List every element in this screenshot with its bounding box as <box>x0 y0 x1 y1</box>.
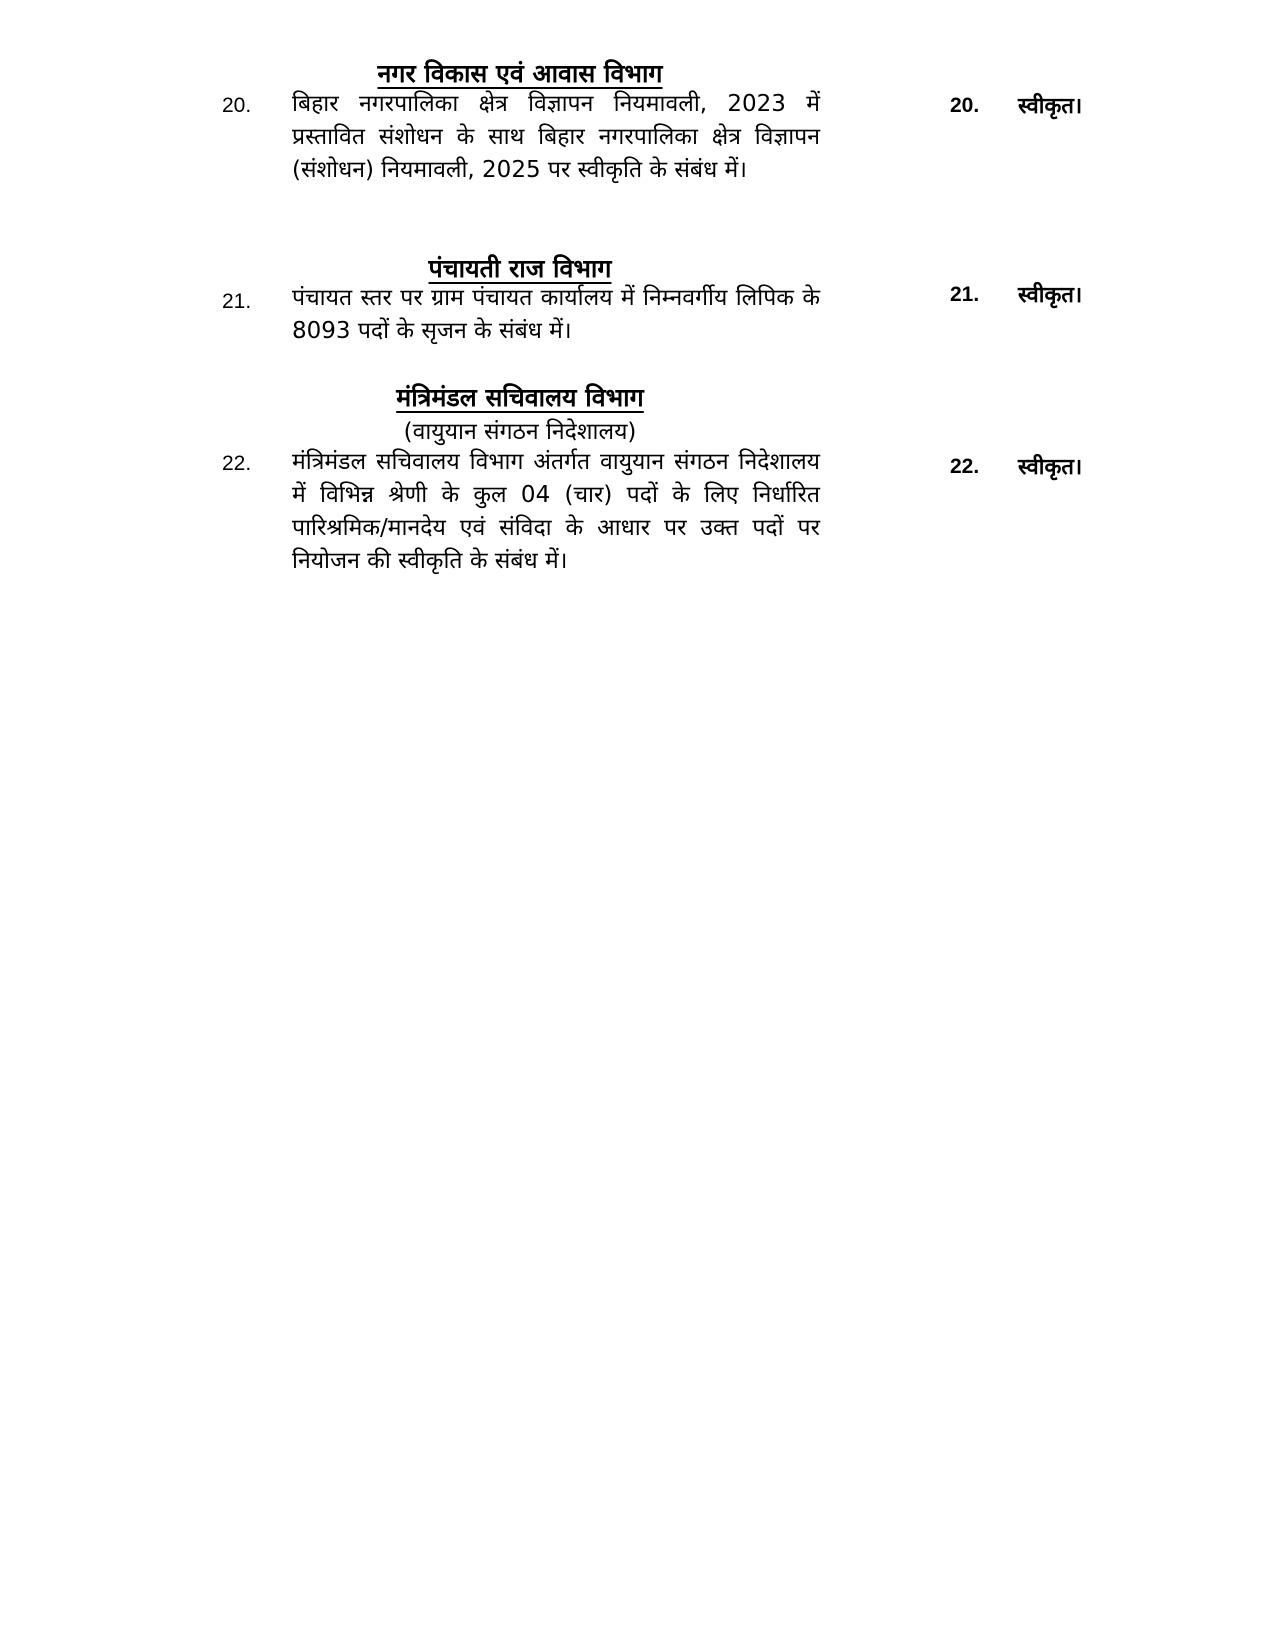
item-text-21: पंचायत स्तर पर ग्राम पंचायत कार्यालय में निम्नवर्गीय लिपिक के 8093 पदों के सृजन के संबंध में। <box>292 285 820 344</box>
department-subheading-aviation-directorate: (वायुयान संगठन निदेशालय) <box>403 419 637 445</box>
item-number-21: 21. <box>222 290 252 313</box>
decision-text-20: स्वीकृत। <box>1018 94 1083 119</box>
decision-text-21: स्वीकृत। <box>1018 283 1083 308</box>
item-number-20: 20. <box>222 94 252 117</box>
decision-number-20: 20. <box>950 94 980 117</box>
department-heading-urban-development: नगर विकास एवं आवास विभाग <box>377 59 663 88</box>
item-text-20: बिहार नगरपालिका क्षेत्र विज्ञापन नियमावली, 2023 में प्रस्तावित संशोधन के साथ बिहार नगरपालिका क्षेत्र विज्ञापन (संशोधन) नियमावली, 2025 पर स्वीकृति के संबंध में। <box>292 91 820 183</box>
item-text-22: मंत्रिमंडल सचिवालय विभाग अंतर्गत वायुयान संगठन निदेशालय में विभिन्न श्रेणी के कुल 04 (चार) पदों के लिए निर्धारित पारिश्रमिक/मानदेय एवं संविदा के आधार पर उक्त पदों पर नियोजन की स्वीकृति के संबंध में। <box>292 449 820 574</box>
decision-text-22: स्वीकृत। <box>1018 455 1083 480</box>
department-heading-cabinet-secretariat: मंत्रिमंडल सचिवालय विभाग <box>396 383 644 412</box>
decision-number-21: 21. <box>950 283 980 306</box>
item-number-22: 22. <box>222 452 252 475</box>
department-heading-panchayati-raj: पंचायती राज विभाग <box>428 254 612 283</box>
decision-number-22: 22. <box>950 455 980 478</box>
